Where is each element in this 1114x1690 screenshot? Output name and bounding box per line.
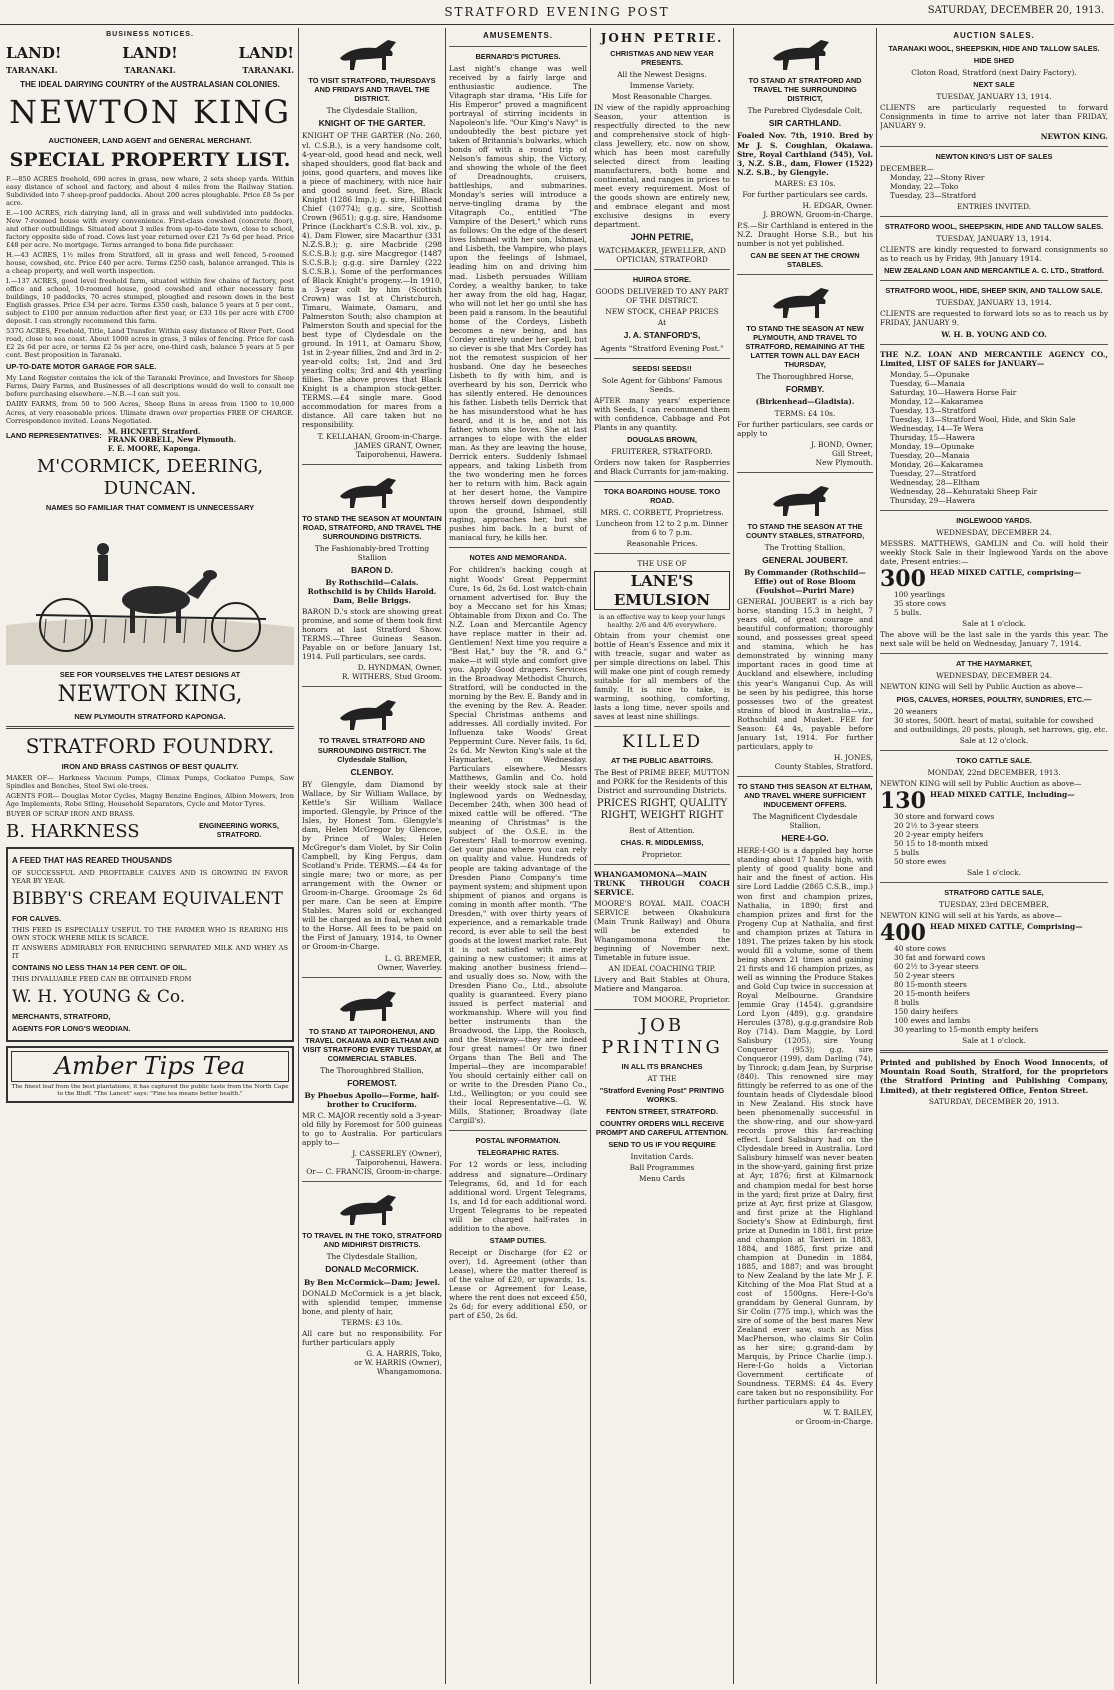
fenton-street: FENTON STREET, STRATFORD.	[606, 1107, 718, 1117]
issue-date: SATURDAY, DECEMBER 20, 1913.	[927, 5, 1104, 16]
sir-heading: TO STAND AT STRATFORD AND TRAVEL THE SURROUNDING DISTRICT,	[748, 76, 862, 104]
inglewood-heading: INGLEWOOD YARDS.	[956, 516, 1032, 526]
inglewood-note: The above will be the last sale in the yards this year. The next sale will be held on Wednesday, January 7, 1914.	[880, 630, 1108, 649]
stratford-wool-date: TUESDAY, JANUARY 13, 1914.	[936, 234, 1052, 244]
stock-item: 20 weaners	[894, 706, 938, 716]
horse-icon	[765, 280, 845, 320]
sale-time: Sale 1 o'clock.	[966, 867, 1021, 877]
rep-name: M. HICNETT, Stratford.	[107, 426, 201, 436]
stanford-sub: Agents "Stratford Evening Post."	[600, 343, 724, 353]
seeds-heading: SEEDS! SEEDS!!	[632, 363, 692, 373]
luncheon-hours: Luncheon from 12 to 2 p.m. Dinner from 6 to 7 p.m.	[595, 519, 729, 538]
at-the: AT THE	[647, 1074, 677, 1084]
beef-line: The Best of PRIME BEEF, MUTTON and PORK for the Residents of this District and surrounding Districts.	[594, 768, 730, 796]
foremost-sub: The Thoroughbred Stallion,	[320, 1065, 424, 1075]
baron-heading: TO STAND THE SEASON AT MOUNTAIN ROAD, STRATFORD, AND TRAVEL THE SURROUNDING DISTRICTS.	[302, 513, 442, 541]
toko-heading: TOKO CATTLE SALE.	[956, 755, 1032, 765]
listing: I.—137 ACRES, good level freehold farm, situated within few chains of factory, post office and school, 10-roomed house, good cowshed and other necessary farm buildings, 10 paddocks, 70 acres stumped, ploughed and resown down in the best English grasses. Price £34 per acre. Terms £350 cash, balance 5 years at 5 per cent., subject to £100 per annum reduction after first year, or £33 10s per acre with £700 deposit. I can strongly recommend this farm.	[6, 277, 294, 326]
notes-body: For children's hacking cough at night Woods' Great Peppermint Cure, 1s 6d, 2s 6d. Lost watch-chain ornament advertised for. Buy the boy a Meccano set for his Xmas; Obtainable from Dixon and Co. The N.Z. Loan and Mercantile Agency have replace matter in their ad. Gentlemen! Next time you require a "Best Hat," buy the "R. and G." make—it will style and comfort give you. Apply Good drapers. Services in the Broadway Methodist Church, Stratford, will be conducted in the morning by the Rev. E. Bandy and in the evening by the Rev. A. Reader. Special Christmas anthems and addresses. All cordially invited. For Influenza take Woods' Great Peppermint Cure. Never fails, 1s 6d, 2s 6d. Mr Newton King's sale at the Haymarket, on Wednesday. Particulars elsewhere. Messrs Matthews, Gamlin and Co. hold their weekly stock sale at their Inglewood yards on Wednesday, December 24th, when 300 head of mixed cattle will be offered. "The meaning of Christmas" is the subject of the O.S.E. in the Foresters' Hall to-morrow evening. Get your piano where you can rely on quality and value. Hundreds of people are taking advantage of the Dresden Piano Company's time payment system; and shipment upon shipment of pianos and organs is coming in month after month. "The Dresden," with over thirty years of experience, and a remarkable trade record, is ever able to sell the best goods at the lowest market rate. But it is not satisfied with merely gaining a new customer; it aims at making another business friend—and usually does so. Now, with the Dresden Piano Co., Ltd., absolute quality is guaranteed. Every piano issued is perfect material and workmanship. Where will you find better instruments than the Broadwood, the Lipp, the Rooksch, and the Steinway—they are indeed four great names! Or two finer Organs than The Bell and The Imperial—they are incomparable! You should certainly either call on or write to the Dresden Piano Co., Ltd., Wellington; or you could see their local Representative—G. W. Mills, Stationer, Broadway (late Cargill's).	[449, 565, 587, 1126]
hereigo-sign: W. T. BAILEY,	[823, 1408, 873, 1418]
sale-date: Saturday, 10—Hawera Horse Fair	[890, 387, 1017, 397]
stratford-cattle-heading: STRATFORD CATTLE SALE,	[944, 887, 1044, 897]
foundry-title: STRATFORD FOUNDRY.	[25, 734, 275, 759]
sale-date: Tuesday, 20—Manaia	[890, 450, 970, 460]
toko-date: MONDAY, 22nd DECEMBER, 1913.	[927, 767, 1061, 777]
xmas-presents: CHRISTMAS AND NEW YEAR PRESENTS.	[610, 48, 714, 67]
immense-variety: Immense Variety.	[629, 80, 695, 90]
coaching-trip: AN IDEAL COACHING TRIP.	[608, 963, 716, 973]
sale-date: Tuesday, 13—Stratford Wool, Hide, and Skin Sale	[890, 414, 1076, 424]
brown-body: Orders now taken for Raspberries and Black Currants for jam-making.	[594, 458, 730, 477]
formby-sign: Gill Street,	[832, 448, 873, 458]
card-type: Menu Cards	[639, 1174, 685, 1184]
donald-name: DONALD McCORMICK.	[325, 1264, 419, 1275]
foremost-heading: TO STAND AT TAIPOROHENUI, AND TRAVEL OKAIAWA AND ELTHAM AND VISIT STRATFORD EVERY TUESDAY, at COMMERCIAL STABLES.	[302, 1026, 442, 1063]
gibbons-agent: Sole Agent for Gibbons' Famous Seeds.	[601, 375, 723, 394]
land-word: LAND!	[238, 43, 294, 62]
knight-sign: Taiporohenui, Hawera.	[356, 449, 442, 459]
column-rule	[445, 28, 446, 1684]
hide-road: Cloton Road, Stratford (next Dairy Factory).	[911, 67, 1077, 77]
stock-item: 50 store ewes	[894, 856, 947, 866]
clenboy-name: CLENBOY.	[350, 766, 394, 777]
stratford-cattle-date: TUESDAY, 23rd DECEMBER,	[939, 900, 1049, 909]
formby-by: (Birkenhead—Gladisia).	[755, 397, 855, 407]
hide-shed: HIDE SHED	[973, 55, 1015, 65]
stock-item: 50 2-year steers	[894, 971, 955, 981]
land-representatives	[6, 428, 294, 454]
donald-heading: TO TRAVEL IN THE TOKO, STRATFORD AND MIDHIRST DISTRICTS.	[302, 1231, 442, 1250]
stock-item: 30 stores, 500ft. heart of matai, suitable for cowshed and outbuildings, 20 posts, plough, set harrows, gig, etc.	[894, 715, 1108, 734]
sale-date: Wednesday, 28—Kehurataki Sheep Fair	[890, 487, 1038, 496]
knight-body: KNIGHT OF THE GARTER (No. 260, vl. C.S.B.), is a very handsome colt, 4-year-old, good head and neck, well shaped shoulders, good flat back and joins, good quarters, and moves like a piece of machinery, with nice hair and good sound feet. Sire, Black Knight (1286 Imp.); g. sire, Hillhead Chief (10774); g.g. sire, Scottish Crown (9651); g.g.g. sire, Handsome Prince (Lockhart's C.S.B. vol. xiv., p. 4). Dam Flower, sire Macarthur (331 N.Z.S.B.); g. sire Macbride (298 S.C.S.B.); g.g. sire Macgregor (1487 S.C.S.B.); g.g.g. sire Darnley (222 S.C.S.B.). Some of the performances of Black Knight's progeny.—In 1910, a 3-year colt by him (Scottish Crown) was 1st at Christchurch, Timaru, Waimate, Oamaru, and Palmerston South; also champion at Palmerston South and special for the best type of Clydesdale on the ground. In 1911, at Oamaru Show, 1st in 2-year fillies, 2nd and 3rd in 2-year-old colts; 1st, 2nd and 3rd yearling colts; 3rd and 4th yearling fillies. The above proves that Black Knight is a champion stock-getter. TERMS.—£4 single mare. Good accommodation for mares from a distance. All care taken but no responsibility.	[302, 131, 442, 430]
section-heading: BUSINESS NOTICES.	[106, 31, 194, 38]
printing-works: "Stratford Evening Post" PRINTING WORKS.	[599, 1086, 725, 1105]
haymarket-pigs: PIGS, CALVES, HORSES, POULTRY, SUNDRIES, ETC.—	[896, 694, 1092, 704]
donald-sign: Whangamomona.	[376, 1367, 442, 1377]
sir-name: SIR CARTHLAND.	[768, 118, 842, 129]
clients-notice: CLIENTS are requested to forward lots so as to reach us by FRIDAY, JANUARY 9.	[880, 309, 1108, 328]
column-stallions-2	[737, 28, 873, 1684]
hereigo-sign: or Groom-in-Charge.	[795, 1417, 873, 1427]
masthead	[0, 0, 1114, 25]
clenboy-sign: Owner, Waverley.	[377, 962, 442, 972]
formby-cards: For further particulars, see cards or apply to	[737, 419, 873, 438]
middlemiss-name: CHAS. R. MIDDLEMISS,	[620, 837, 704, 847]
formby-name: FORMBY.	[785, 384, 825, 395]
donald-care: All care but no responsibility. For further particulars apply	[302, 1328, 442, 1348]
cattle-count: 300	[880, 566, 926, 593]
sale-time: Sale at 1 o'clock.	[962, 619, 1026, 629]
killed-title: KILLED	[621, 732, 703, 753]
taranaki-word: TARANAKI.	[242, 64, 294, 75]
feed-line: IT ANSWERS ADMIRABLY FOR ENRICHING SEPARATED MILK AND WHEY AS IT	[12, 943, 288, 960]
sale-date: Wednesday, 28—Eltham	[890, 477, 980, 487]
huiroa-heading: HUIROA STORE.	[632, 275, 692, 285]
buyer-of: BUYER OF SCRAP IRON AND BRASS.	[6, 810, 135, 819]
seeds-body: AFTER many years' experience with Seeds, I can recommend them with confidence. Cabbage and Pot Plants in any quantity.	[594, 395, 730, 432]
stock-item: 100 yearlings	[894, 590, 945, 600]
branches-line: IN ALL ITS BRANCHES	[621, 1062, 703, 1071]
cattle-count: 130	[880, 787, 926, 814]
joubert-heading: TO STAND THE SEASON AT THE COUNTY STABLES, STRATFORD,	[745, 521, 865, 540]
knight-name: KNIGHT OF THE GARTER.	[318, 118, 426, 129]
stanford-name: J. A. STANFORD'S,	[623, 330, 701, 341]
feed-line: THIS INVALUABLE FEED CAN BE OBTAINED FROM	[12, 974, 192, 983]
donald-by: By Ben McCormick—Dam; Jewel.	[304, 1277, 440, 1287]
brown-name: DOUGLAS BROWN,	[627, 435, 697, 445]
job-printing-title: JOB PRINTING	[601, 1015, 723, 1059]
feed-line: THIS FEED IS ESPECIALLY USEFUL TO THE FARMER WHO IS REARING HIS OWN STOCK WHERE MILK IS SCARCE.	[12, 925, 288, 942]
column-rule	[733, 28, 734, 1684]
clients-notice: CLIENTS are particularly requested to forward Consignments in time to arrive not later than FRIDAY, JANUARY 9.	[880, 102, 1108, 130]
haymarket-heading: AT THE HAYMARKET,	[956, 659, 1032, 669]
donald-sub: The Clydesdale Stallion,	[326, 1252, 418, 1262]
newton-king-title: NEWTON KING	[8, 93, 292, 132]
clenboy-heading: TO TRAVEL STRATFORD AND SURROUNDING DISTRICT. The Clydesdale Stallion,	[317, 736, 427, 764]
hereigo-name: HERE-I-GO.	[781, 832, 829, 843]
maker-of: MAKER OF— Harkness Vacuum Pumps, Climax Pumps, Cockatoo Pumps, Saw Spindles and Benches, Steel Swi ole-trees.	[6, 773, 294, 790]
feed-headline: A FEED THAT HAS REARED THOUSANDS	[12, 856, 173, 866]
horse-icon	[765, 478, 845, 518]
amber-tips-ad	[6, 1046, 294, 1103]
notes-heading: NOTES AND MEMORANDA.	[469, 553, 567, 563]
petrie-sign: JOHN PETRIE,	[630, 232, 694, 243]
stock-item: 100 ewes and lambs	[894, 1016, 971, 1026]
stock-item: 20 2½ to 3-year steers	[894, 820, 979, 830]
auctioneer-role: AUCTIONEER, LAND AGENT and GENERAL MERCHANT.	[48, 136, 252, 146]
card-type: Invitation Cards.	[630, 1152, 694, 1162]
garage-text: My Land Register contains the ick of the Taranaki Province, and Investors for Sheep Farms, Dairy Farms, and Businesses of all descriptions would do well to consult me before purchasing elsewhere.—N.B.—I can suit you.	[6, 374, 294, 399]
moore-body: MOORE'S ROYAL MAIL COACH SERVICE between Okahukura (Main Trunk Railway) and Ohura will be extended to Whangamomona from the beginning of November next. Timetable in future issue.	[594, 898, 730, 962]
dairy-farms-text: DAIRY FARMS, from 50 to 500 Acres, Sheep Runs in areas from 1500 to 10,000 Acres, at very reasonable prices. Ulimate drawn over properties FREE OF CHARGE. Correspondence invited. Loans Negotiated.	[6, 400, 294, 425]
stamp-body: Receipt or Discharge (for £2 or over), 1d. Agreement (other than Lease), where the matter thereof is of the value of £20, or upwards, 1s. Lease or Agreement for Lease, where the rent does not exceed £50, 2s 6d; for every additional £50, or part of £50, 2s 6d.	[449, 1247, 587, 1320]
joubert-by: By Commander (Rothschild—Effie) out of Rose Bloom (Foulshot—Puriri Mare)	[744, 568, 866, 596]
footer-date: SATURDAY, DECEMBER 20, 1913.	[928, 1096, 1060, 1106]
brown-role: FRUITERER, STRATFORD.	[611, 447, 713, 457]
feed-line: OF SUCCESSFUL AND PROFITABLE CALVES AND IS GROWING IN FAVOR YEAR BY YEAR.	[12, 868, 288, 885]
young-co-name: W. H. YOUNG & Co.	[12, 986, 186, 1007]
stratford-wool-heading: STRATFORD WOOL, SHEEPSKIN, HIDE AND TALLOW SALES.	[884, 222, 1104, 232]
livery-line: Livery and Bait Stables at Ohura, Matiere and Mangaroa.	[594, 975, 730, 994]
joubert-sign: H. JONES,	[833, 752, 873, 762]
stock-item: 20 15-month heifers	[894, 989, 970, 999]
stock-item: 80 15-month steers	[894, 980, 967, 990]
stock-item: 30 fat and forward cows	[894, 953, 986, 963]
joubert-sub: The Trotting Stallion,	[764, 542, 846, 552]
prices-right: PRICES RIGHT, QUALITY RIGHT, WEIGHT RIGHT	[596, 798, 728, 822]
hide-heading: TARANAKI WOOL, SHEEPSKIN, HIDE AND TALLOW SALES.	[888, 43, 1100, 53]
abattoirs-line: AT THE PUBLIC ABATTOIRS.	[611, 756, 713, 766]
haymarket-body: NEWTON KING will Sell by Public Auction as above—	[880, 682, 1083, 692]
property-list-title: SPECIAL PROPERTY LIST.	[9, 148, 291, 171]
stock-item: 8 bulls	[894, 998, 920, 1008]
column-stallions-1	[302, 28, 442, 1684]
sale-date: Monday, 19—Opunake	[890, 441, 975, 451]
harkness-name: B. HARKNESS	[6, 820, 140, 842]
bernard-heading: BERNARD'S PICTURES.	[475, 51, 561, 61]
crown-stables: CAN BE SEEN AT THE CROWN STABLES.	[750, 250, 860, 269]
donald-sign: or W. HARRIS (Owner),	[354, 1358, 442, 1368]
harkness-row	[6, 820, 294, 843]
toka-heading: TOKA BOARDING HOUSE. TOKO ROAD.	[603, 487, 721, 506]
foremost-name: FOREMOST.	[347, 1077, 397, 1088]
longs-agents: AGENTS FOR LONG'S WEODIAN.	[12, 1023, 131, 1033]
donald-sign: G. A. HARRIS, Toko,	[366, 1349, 442, 1359]
names-familiar: NAMES SO FAMILIAR THAT COMMENT IS UNNECESSARY	[45, 503, 255, 513]
horse-icon	[332, 692, 412, 732]
next-date: TUESDAY, JANUARY 13, 1914.	[936, 91, 1052, 101]
lanes-sub: is an effective way to keep your lungs healthy. 2/6 and 4/6 everywhere.	[598, 612, 726, 629]
nzl-list-heading: THE N.Z. LOAN AND MERCANTILE AGENCY CO., Limited, LIST OF SALES for JANUARY—	[880, 349, 1108, 368]
stock-item: 150 dairy heifers	[894, 1007, 958, 1017]
clenboy-sign: L. G. BREMER,	[384, 953, 442, 963]
land-banner	[6, 44, 294, 62]
ideal-country: THE IDEAL DAIRYING COUNTRY of the AUSTRALASIAN COLONIES.	[20, 79, 280, 89]
sale-date: Tuesday, 13—Stratford	[890, 405, 977, 415]
inglewood-body: MESSRS. MATTHEWS, GAMLIN and Co. will hold their weekly Stock Sale in their Inglewood Yards on the above date, Present entries:—	[880, 539, 1108, 567]
column-local-ads	[594, 28, 730, 1684]
formby-sign: New Plymouth.	[815, 457, 873, 467]
foremost-by: By Phoebus Apollo—Forme, half-brother to Cruciform.	[304, 1091, 440, 1110]
listing: F.—850 ACRES freehold, 690 acres in grass, new whare, 2 sets sheep yards. Within easy distance of school and factory, and about 4 miles from the Railway Station. Subdivided into 7 sheep-proof paddocks. About 200 acres ploughable. Price £8 5s per acre.	[6, 174, 294, 207]
land-word: LAND!	[6, 43, 62, 62]
sale-date: Monday, 22—Stony River	[890, 173, 985, 183]
agents-for: AGENTS FOR— Douglas Motor Cycles, Magny Benzine Engines, Albion Mowers, Iron Age Implements, Robe Stling, Household Separators, Cycle and Motor Tyres.	[6, 791, 294, 808]
rep-name: F. E. MOORE, Kaponga.	[107, 443, 201, 453]
stock-item: 5 bulls.	[894, 608, 922, 618]
sale-date: Monday, 12—Kakaramea	[890, 396, 984, 406]
formby-terms: TERMS: £4 10s.	[774, 408, 836, 418]
telegraphic-body: For 12 words or less, including address and signature—Ordinary Telegrams, 6d, and 1d for each additional word. Urgent Telegrams, 1s, and 1d for each additional word. Urgent Telegrams to be repeated will be charged half-rates in addition to the above.	[449, 1160, 587, 1233]
use-of: THE USE OF	[637, 559, 687, 569]
column-amusements	[449, 28, 587, 1684]
toko-entries	[880, 787, 1108, 814]
prices-line: Reasonable Prices.	[626, 539, 698, 549]
next-sale: NEXT SALE	[973, 79, 1015, 89]
foremost-sign: Taiporohenui, Hawera.	[356, 1158, 442, 1168]
attention-line: Best of Attention.	[629, 825, 695, 835]
card-type: Ball Programmes	[629, 1163, 695, 1173]
baron-body: BARON D.'s stock are showing great promise, and some of them took first honors at last Stratford Show. TERMS.—Three Guineas Season. Payable on or before January 1st, 1914. Full particulars, see cards.	[302, 607, 442, 662]
sir-terms: MARES: £3 10s.	[774, 178, 836, 188]
stratford-entries	[880, 920, 1108, 947]
sir-sub: The Purebred Clydesdale Colt,	[747, 106, 863, 116]
horse-icon	[332, 470, 412, 510]
sir-cards: For further particulars see cards.	[742, 189, 868, 199]
mccormick-title: M'CORMICK, DEERING, DUNCAN.	[36, 456, 264, 500]
sale-date: Monday, 22—Toko	[890, 182, 959, 192]
foremost-sign: J. CASSERLEY (Owner),	[352, 1149, 442, 1159]
stratford-wool-date: TUESDAY, JANUARY 13, 1914.	[936, 298, 1052, 308]
bernard-body: Last night's change was well received by a fairly large and enthusiastic audience. The Vitagraph star drama, "His Life for His Emperor" proved a magnificent portrayal of stirring incidents in Napoleon's life. "Our King's Navy" is undoubtedly the best picture yet taken of Britannia's bulwarks, which bonds off with a round trip of Nelson's famous ship, the Victory, and showing the whole of the fleet of Dreadnoughts, cruisers, battleships, and submarines. Monday's series will introduce a nerve-tingling drama by the Vitagraph Co., entitled "The Vampire of the Desert," which runs as follows: On the edge of the desert lives Ishmael with her son, Ishmael, and Lisbeth, the Vampire, who plays upon the feelings of Ishmael, leading him on and driving him mad. Lisbeth persuades William Cordey, a wealthy banker, to take her away from the old hag, Hagar, who will not let her go until she has been paid a ransom. In the beautiful home of the Cordeys, Lisbeth becomes a new being, and has Cordey entirely under her spell, but so clever is she that Mrs Cordey has not the remotest suspicion of her husband. One day he beseeches Lisbeth to fly with him, and is overheard by his son, Derrick who has silently entered. He denounces his father. Lisbeth tells Derrick that he has misunderstood what he has heard, and it is he, and not his father, whom she loves. She at last arranges to elope with the elder man. As they are leaving the house, Derrick enters. Suddenly Ishmael appears, and taking Lisbeth from the two wondering men he forces her to return with him. Back again at her desert home, the Vampire throws herself down despondently upon the ground, Ishmael, still raging, approaches her, but she pushes him back. In a burst of maniacal fury, he kills her.	[449, 63, 587, 543]
joubert-name: GENERAL JOUBERT.	[762, 554, 848, 565]
castings-line: IRON AND BRASS CASTINGS OF BEST QUALITY.	[61, 761, 239, 771]
goods-delivered: GOODS DELIVERED TO ANY PART OF THE DISTRICT.	[595, 287, 729, 306]
knight-sub: The Clydesdale Stallion,	[326, 106, 418, 116]
inglewood-date: WEDNESDAY, DECEMBER 24.	[936, 528, 1052, 538]
joubert-sign: County Stables, Stratford.	[774, 761, 873, 771]
baron-name: BARON D.	[350, 564, 394, 575]
for-calves: FOR CALVES.	[12, 913, 62, 923]
stock-item: 50 15 to 18-month mixed	[894, 838, 989, 848]
donald-body: DONALD McCormick is a jet black, with splendid temper, immense bone, and plenty of hair,	[302, 1288, 442, 1316]
foremost-body: MR C. MAJOR recently sold a 3-year-old filly by Foremost for 500 guineas to go to Australia. For particulars apply to—	[302, 1111, 442, 1148]
taranaki-word: TARANAKI.	[6, 64, 58, 75]
sale-date: Tuesday, 6—Manaia	[890, 378, 965, 388]
column-rule	[590, 28, 591, 1684]
telegraphic-heading: TELEGRAPHIC RATES.	[477, 1148, 559, 1158]
listing: 537G ACRES, Freehold, Title, Land Transfer. Within easy distance of River Port. Good road, close to sea coast. About 1000 acres in grass, 3 miles of fencing. Price for cash £2 2s 6d per acre, or terms £2 5s per acre, one-third cash, balance 5 years at 5 per cent. Best proposition in Taranaki.	[6, 327, 294, 360]
hereigo-heading: TO STAND THIS SEASON AT ELTHAM, AND TRAVEL WHERE SUFFICIENT INDUCEMENT OFFERS.	[737, 781, 873, 809]
stamp-heading: STAMP DUTIES.	[489, 1235, 547, 1245]
section-heading: AUCTION SALES.	[953, 31, 1035, 40]
donald-terms: TERMS: £3 10s.	[341, 1317, 403, 1327]
cattle-label: HEAD MIXED CATTLE, Including—	[929, 789, 1075, 799]
amber-tips-title: Amber Tips Tea	[11, 1051, 289, 1082]
rake-illustration	[6, 515, 294, 665]
stock-item: 5 bulls	[894, 847, 920, 857]
clients-notice: CLIENTS are kindly requested to forward consignments so as to reach us by Friday, 9th January 1914.	[880, 245, 1108, 264]
baron-sign: D. HYNDMAN, Owner,	[357, 663, 442, 673]
stock-item: 30 store and forward cows	[894, 811, 995, 821]
haymarket-date: WEDNESDAY, DECEMBER 24.	[936, 671, 1052, 681]
sale-date: Tuesday, 23—Stratford	[890, 191, 977, 201]
entries-invited: ENTRIES INVITED.	[956, 202, 1032, 212]
baron-by: By Rothschild—Calais. Rothschild is by Childs Harold. Dam, Belle Briggs.	[307, 578, 437, 606]
nz-loan-name: NEW ZEALAND LOAN AND MERCANTILE A. C. LTD., Stratford.	[884, 266, 1104, 276]
sir-sign: J. BROWN, Groom-in-Charge.	[763, 209, 873, 219]
column-rule	[298, 28, 299, 1684]
horse-icon	[332, 32, 412, 72]
newest-designs: All the Newest Designs.	[617, 69, 707, 79]
cattle-label: HEAD MIXED CATTLE, Comprising—	[929, 922, 1083, 932]
cattle-count: 400	[880, 920, 926, 947]
sir-sign: H. EDGAR, Owner.	[802, 200, 873, 210]
column-business-notices	[6, 28, 294, 1684]
toko-body: NEWTON KING will sell by Public Auction as above—	[880, 778, 1082, 788]
sale-date: Monday, 5—Opunake	[890, 369, 970, 379]
stratford-cattle-body: NEWTON KING will sell at his Yards, as above—	[880, 911, 1062, 921]
oil-content: CONTAINS NO LESS THAN 14 PER CENT. OF OIL.	[12, 962, 187, 972]
send-to-us: SEND TO US IF YOU REQUIRE	[608, 1140, 716, 1150]
reasonable-charges: Most Reasonable Charges.	[611, 91, 713, 101]
lanes-body: Obtain from your chemist one bottle of Hean's Essence and mix it with treacle, sugar and water as per simple directions on label. This will make one pint of cough remedy suitable for all members of the family. It is nice to take, is warming, soothing, comforting, lasts a long time, never spoils and saves at least nine shillings.	[594, 631, 730, 722]
hereigo-sub: The Magnificent Clydesdale Stallion,	[752, 811, 858, 830]
baron-sign: R. WITHERS, Stud Groom.	[341, 672, 442, 682]
stock-item: 60 2½ to 3-year steers	[894, 962, 979, 972]
column-auction-sales	[880, 28, 1108, 1684]
taranaki-word: TARANAKI.	[124, 64, 176, 75]
baron-sub: The Fashionably-bred Trotting Stallion	[314, 543, 430, 562]
clenboy-body: BY Glengyle, dam Diamond by Wallace, by Sir William Wallace, by Kettle's Sir William Wallace imported. Glengyle, by Prince of the Isles, by Honest Tom. Glengyle's dam, Helen McGregor by Glencoe, by Prince of Wales; Helen McGregor's dam Violet, by Sir Colin Campbell, by King Fergus, dam Scotland's Pride. TERMS.—£4 4s for single mare; two or more, as per arrangement with the Owner or Groom-in-Charge. Groomage 2s 6d per mare. Can be seen at Empire Stables. Mares sold or exchanged will be charged as in foal, when sold to the Horse. All fees to be paid on the First of January, 1914, to Owner or Groom-in-Charge.	[302, 779, 442, 952]
newton-king-name: NEWTON KING,	[57, 682, 243, 708]
joubert-body: GENERAL JOUBERT is a rich bay horse, standing 15.3 in height, 7 years old, of great courage and beautiful conformation; thoroughly sound, and possesses great speed and stamina, which he has demonstrated by winning many important races in good time at Auckland and elsewhere, including this year's Wanganui Cup. As will be seen by his pedigree, this horse possesses two of the greatest strains of blood in Australia—viz., Rothschild and Musket. FEE for Season: £4 4s, payable before January 1st, 1914. For further particulars, apply to	[737, 597, 873, 751]
sale-date: Wednesday, 14—Te Wera	[890, 423, 984, 433]
petrie-role: WATCHMAKER, JEWELLER, AND OPTICIAN, STRATFORD	[598, 246, 726, 265]
cattle-label: HEAD MIXED CATTLE, comprising—	[929, 568, 1082, 578]
lanes-title: LANE'S EMULSION	[594, 571, 730, 610]
rep-name: FRANK ORBELL, New Plymouth.	[107, 435, 237, 445]
garage-title: UP-TO-DATE MOTOR GARAGE FOR SALE.	[6, 362, 157, 372]
foremost-sign: Or— C. FRANCIS, Groom-in-charge.	[306, 1167, 442, 1177]
bibby-ad	[6, 847, 294, 1042]
listing: E.—100 ACRES, rich dairying land, all in grass and well subdivided into paddocks. New 7-roomed house with every convenience. First-class cowshed (concrete floor), and other outbuildings. Situated about 3 miles from up-to-date town, close to school, factory opposite side of road. Cows last year returned over £21 7s 6d per head. Price £48 per acre. No mortgage. Terms arranged to bona fide purchaser.	[6, 208, 294, 249]
section-heading: AMUSEMENTS.	[482, 31, 554, 40]
stock-item: 35 store cows	[894, 599, 946, 609]
tom-moore: TOM MOORE, Proprietor.	[633, 995, 730, 1005]
horse-icon	[332, 1187, 412, 1227]
formby-sign: J. BOND, Owner,	[810, 439, 873, 449]
sale-date: Thursday, 29—Hawera	[890, 496, 976, 506]
amber-tips-blurb: The finest leaf from the best plantations, it has captured the public taste from the North Cape to the Bluff. "The Lancet" says: "Fine tea means better health."	[11, 1083, 289, 1097]
sale-date: Thursday, 15—Hawera	[890, 432, 976, 442]
horse-icon	[332, 983, 412, 1023]
formby-sub: The Thoroughbred Horse,	[756, 372, 854, 382]
whangamomona-heading: WHANGAMOMONA—MAIN TRUNK THROUGH COACH SERVICE.	[594, 869, 730, 897]
petrie-title: JOHN PETRIE.	[600, 31, 724, 45]
sale-time: Sale at 1 o'clock.	[962, 1036, 1026, 1046]
land-word: LAND!	[122, 43, 178, 62]
see-latest: SEE FOR YOURSELVES THE LATEST DESIGNS AT	[59, 670, 241, 680]
stock-item: 40 store cows	[894, 944, 946, 954]
stock-item: 20 2-year empty heifers	[894, 829, 984, 839]
divider	[6, 726, 294, 729]
sale-date: Tuesday, 27—Stratford	[890, 468, 977, 478]
taranaki-banner	[6, 66, 294, 76]
bibby-title: BIBBY'S CREAM EQUIVALENT	[12, 888, 283, 909]
middlemiss-role: Proprietor.	[641, 849, 683, 859]
stratford-wool-heading: STRATFORD WOOL, HIDE, SHEEP SKIN, AND TALLOW SALE.	[885, 286, 1103, 296]
corbett-name: MRS. C. CORBETT, Proprietress.	[600, 508, 724, 518]
formby-heading: TO STAND THE SEASON AT NEW PLYMOUTH, AND TRAVEL TO STRATFORD, REMAINING AT THE LATTER TOWN ALL DAY EACH THURSDAY,	[745, 323, 865, 370]
stock-item: 30 yearling to 15-month empty heifers	[894, 1025, 1039, 1035]
knight-sign: T. KELLAHAN, Groom-in-Charge.	[317, 431, 442, 441]
petrie-body: IN view of the rapidly approaching Season, your attention is respectfully directed to the new and comprehensive stock of high-class Jewellery, etc. now on show, which has been most carefully selected direct from leading manufacturers, both home and continental, and ranges in prices to meet every requirement. Most of the goods shown are entirely new, and embrace elegant and most exclusive designs in every department.	[594, 102, 730, 230]
horse-icon	[765, 32, 845, 72]
listing: H.—43 ACRES, 1½ miles from Stratford, all in grass and well fenced, 5-roomed house, cowshed, etc. Price £40 per acre. Terms £250 cash, balance arranged. This is a cheap property, and well worth inspection.	[6, 250, 294, 276]
postal-heading: POSTAL INFORMATION.	[475, 1136, 561, 1146]
nk-list-heading: NEWTON KING'S LIST OF SALES	[935, 152, 1053, 162]
inglewood-entries	[880, 566, 1108, 593]
at-word: At	[657, 318, 667, 328]
sir-by: Foaled Nov. 7th, 1910. Bred by Mr J. S. Coughlan, Okaiawa. Sire, Royal Carthland (545), Vol. 3, N.Z. S.B., dam, Flower (1522) N.Z. S.B., by Glengyle.	[737, 131, 873, 177]
new-stock: NEW STOCK, CHEAP PRICES	[605, 307, 719, 317]
newton-king-sign: NEWTON KING.	[1040, 132, 1108, 141]
newton-king-places: NEW PLYMOUTH STRATFORD KAPONGA.	[74, 712, 226, 722]
country-orders: COUNTRY ORDERS WILL RECEIVE PROMPT AND CAREFUL ATTENTION.	[595, 1119, 729, 1138]
sale-time: Sale at 12 o'clock.	[959, 735, 1029, 745]
young-co-sign: W. H. B. YOUNG AND CO.	[941, 329, 1047, 339]
reps-label: LAND REPRESENTATIVES:	[6, 430, 102, 440]
month-label: DECEMBER—	[880, 164, 934, 174]
hereigo-body: HERE-I-GO is a dappled bay horse standing about 17 hands high, with plenty of good quality bone and hair and the finest of action. His sire Lord Laddie (2865 C.S.B., imp.) won first and champion prizes, Nathalia, in 1890; first and champion prizes and first for the Progeny Cup at Nathalia, and first and champion prizes at Tatura in 1891. The prizes taken by his stock would fill a volume, some of them being shown 21 times and gaining 21 firsts and 16 champion prizes, as well as winning the Produce Stakes and Gold Cup twice in succession at Royal Melbourne. Grandsire Jemmie Gray (1454). g.grandsire Lord Lyon (489), g.g. grandsire Hercules (378), g.g.g.grandsire Rob Roy (714). Dam Maggie, by Lord Salisbury (1205), sire Young Conqueror (953); g.g. sire Conqueror (199), dam Darling (74), by Tinrock; g.dam Jean, by Surprise (840). This renowned sire may fittingly be referred to as one of the fountain heads of Clydesdale blood in New Zealand. His stock have been phenomenally successful in the show-ring, and our show-yard records prove this far-reaching effect. Lord Salisbury had on the Clydesdale breed in Australia. Lord Salisbury himself was never beaten in the show-yard, gaining first prize at Ayr, 1876; first at Kilmarnock and champion medal for best horse in the yard; first prize at Dalry, first prize at Ayr, first prize at Glasgow, and first prize at the Highland Society's Show at Edinburgh, first prize at Dunedin in 1881, first prize and champion at Tavieri in 1883, 1884, and 1885, first prize and champion at Dunedin in 1884, 1885, and 1887; and was brought to New Zealand by the late Mr J. F. Kitching of the Moa Flat Stud at a cost of 1500gns. Here-I-Go's granddam by General Gunram, by Sir Colin (775 imp.), which was the sire of some of the best mares New Zealand ever saw, such as Miss MacPherson, who claims Sir Colin as her sire; g.grand-dam by Marquis, by Prince Charlie (imp.). Here-I-Go holds a Victorian Government certificate of Soundness. TERMS: £4 4s. Every care taken but no responsibility. For further particulars apply to	[737, 846, 873, 1407]
imprint: Printed and published by Enoch Wood Innocents, of Mountain Road South, Stratford, for the proprietors (the Stratford Printing and Publishing Company, Limited), at their registered Office, Fenton Street.	[880, 1058, 1108, 1095]
knight-heading: TO VISIT STRATFORD, THURSDAYS AND FRIDAYS AND TRAVEL THE DISTRICT.	[308, 76, 436, 104]
sale-date: Monday, 26—Kakaramea	[890, 459, 984, 469]
knight-sign: JAMES GRANT, Owner,	[354, 440, 442, 450]
sir-ps: P.S.—Sir Carthland is entered in the N.Z. Draught Horse S.B., but his number is not yet published.	[737, 220, 873, 248]
column-rule	[876, 28, 877, 1684]
merchants-line: MERCHANTS, STRATFORD,	[12, 1011, 111, 1021]
newspaper-title: STRATFORD EVENING POST	[444, 5, 670, 19]
harkness-works: ENGINEERING WORKS, STRATFORD.	[199, 823, 279, 839]
